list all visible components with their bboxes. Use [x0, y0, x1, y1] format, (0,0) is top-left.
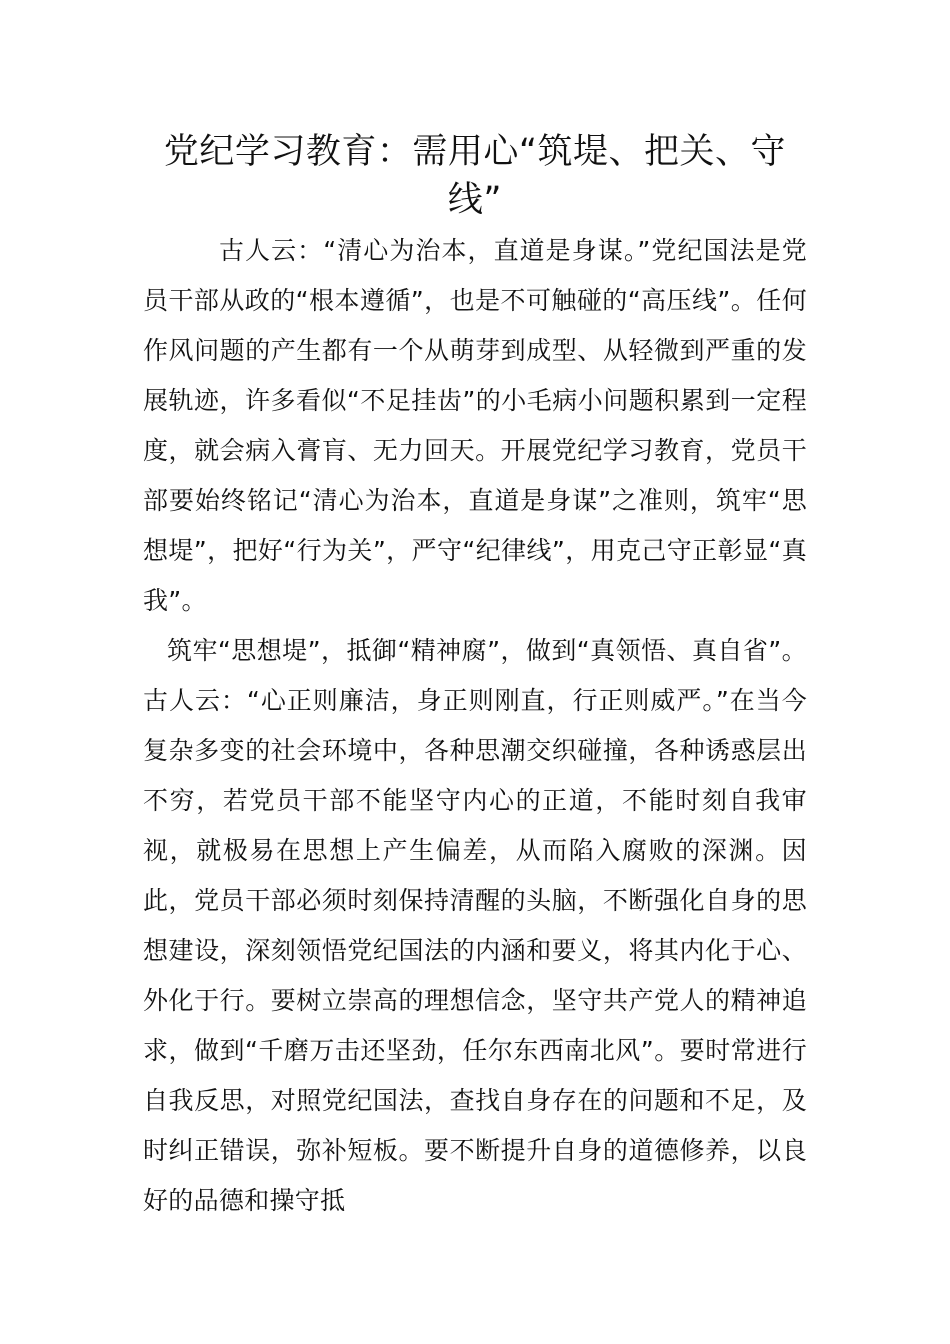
document-body	[143, 226, 807, 1226]
document-title: 党纪学习教育：需用心“筑堤、把关、守线”	[163, 132, 787, 220]
paragraph-thought-dike: 筑牢“思想堤”，抵御“精神腐”，做到“真领悟、真自省”。古人云：“心正则廉洁，身正则刚直，行正则威严。”在当今复杂多变的社会环境中，各种思潮交织碰撞，各种诱惑层出不穷，若党员干部不能坚守内心的正道，不能时刻自我审视，就极易在思想上产生偏差，从而陷入腐败的深渊。因此，党员干部必须时刻保持清醒的头脑，不断强化自身的思想建设，深刻领悟党纪国法的内涵和要义，将其内化于心、外化于行。要树立崇高的理想信念，坚守共产党人的精神追求，做到“千磨万击还坚劲，任尔东西南北风”。要时常进行自我反思，对照党纪国法，查找自身存在的问题和不足，及时纠正错误，弥补短板。要不断提升自身的道德修养，以良好的品德和操守抵	[143, 636, 807, 1215]
paragraph-intro: 古人云：“清心为治本，直道是身谋。”党纪国法是党员干部从政的“根本遵循”，也是不可触碰的“高压线”。任何作风问题的产生都有一个从萌芽到成型、从轻微到严重的发展轨迹，许多看似“不足挂齿”的小毛病小问题积累到一定程度，就会病入膏肓、无力回天。开展党纪学习教育，党员干部要始终铭记“清心为治本，直道是身谋”之准则，筑牢“思想堤”，把好“行为关”，严守“纪律线”，用克己守正彰显“真我”。	[143, 236, 807, 615]
